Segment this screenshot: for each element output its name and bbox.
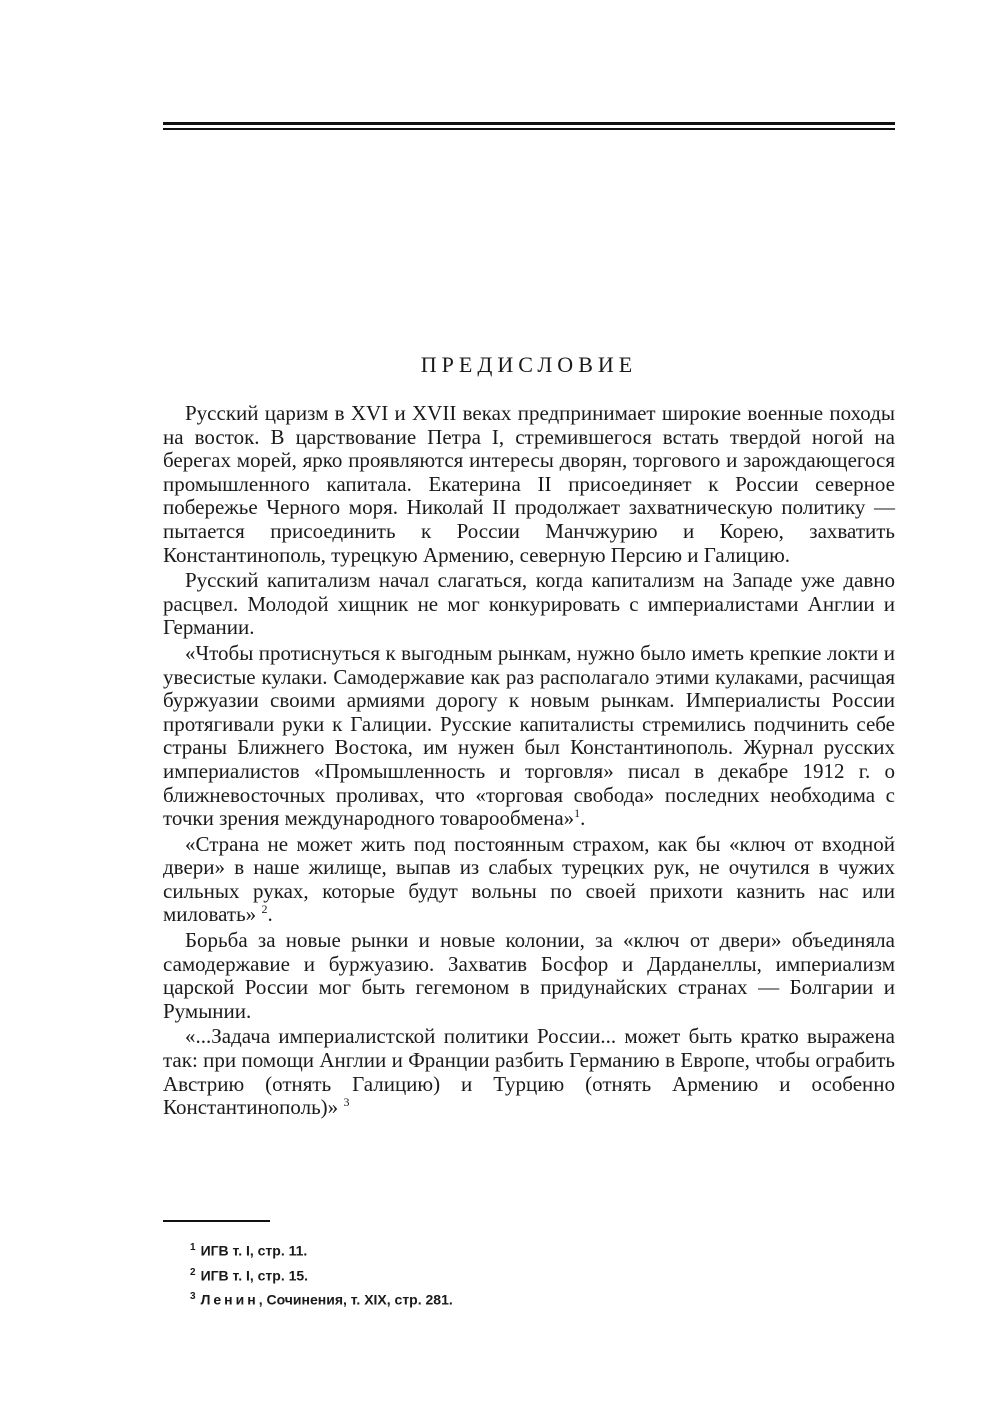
paragraph-4: «Страна не может жить под постоянным страхом, как бы «ключ от входной двери» в наше жилище, выпав из слабых турецких рук, не очутился в чужих сильных руках, которые будут вольны по своей прихоти казнить нас или миловать» $^2$.	[163, 831, 895, 927]
footnote-1: $^1$ ИГВ т. I, стр. 11.	[190, 1242, 308, 1259]
paragraph-2: Русский капитализм начал слагаться, когда капитализм на Западе уже давно расцвел. Молодой хищник не мог конкурировать с империалистами Англии и Германии.	[163, 568, 895, 640]
note-mark-1: 1	[574, 806, 581, 821]
body-text	[163, 402, 895, 1122]
note-mark-3: 3	[343, 1095, 350, 1110]
footnote-separator	[163, 1220, 270, 1222]
top-double-rule	[163, 122, 895, 130]
footnote-author: Ленин	[200, 1291, 259, 1308]
paragraph-6: «...Задача империалистской политики России... может быть кратко выражена так: при помощи Англии и Франции разбить Германию в Европе, чтобы ограбить Австрию (отнять Галицию) и Турцию (отнять Армению и особенно Константинополь)» $^3$	[163, 1024, 895, 1120]
footnote-2: $^2$ ИГВ т. I, стр. 15.	[190, 1266, 309, 1284]
footnotes	[190, 1237, 790, 1311]
paragraph-5: Борьба за новые рынки и новые колонии, за «ключ от двери» объединяла самодержавие и буржуазию. Захватив Босфор и Дарданеллы, империализм царской России мог быть гегемоном в придунайских странах — Болгарии и Румынии.	[163, 928, 895, 1023]
page-heading: ПРЕДИСЛОВИЕ	[420, 352, 638, 377]
paragraph-1: Русский царизм в XVI и XVII веках предпринимает широкие военные походы на восток. В царствование Петра I, стремившегося встать твердой ногой на берегах морей, ярко проявляются интересы дворян, торгового и зарождающегося промышленного капитала. Екатерина II присоединяет к России северное побережье Черного моря. Николай II продолжает захватническую политику — пытается присоединить к России Манчжурию и Корею, захватить Константинополь, турецкую Армению, северную Персию и Галицию.	[163, 401, 895, 567]
paragraph-3: «Чтобы протиснуться к выгодным рынкам, нужно было иметь крепкие локти и увесистые кулаки. Самодержавие как раз располагало этими кулаками, расчищая буржуазии своими армиями дорогу к новым рынкам. Империалисты России протягивали руки к Галиции. Русские капиталисты стремились подчинить себе страны Ближнего Востока, им нужен был Константинополь. Журнал русских империалистов «Промышленность и торговля» писал в декабре 1912 г. о ближневосточных проливах, что «торговая свобода» последних необходима с точки зрения международного товарообмена»$^1$.	[163, 640, 895, 831]
note-mark-2: 2	[261, 902, 268, 917]
top-rule-thick	[163, 122, 895, 125]
footnote-3: $^3$ Ленин, Сочинения, т. XIX, стр. 281.	[190, 1291, 453, 1308]
top-rule-thin	[163, 128, 895, 130]
